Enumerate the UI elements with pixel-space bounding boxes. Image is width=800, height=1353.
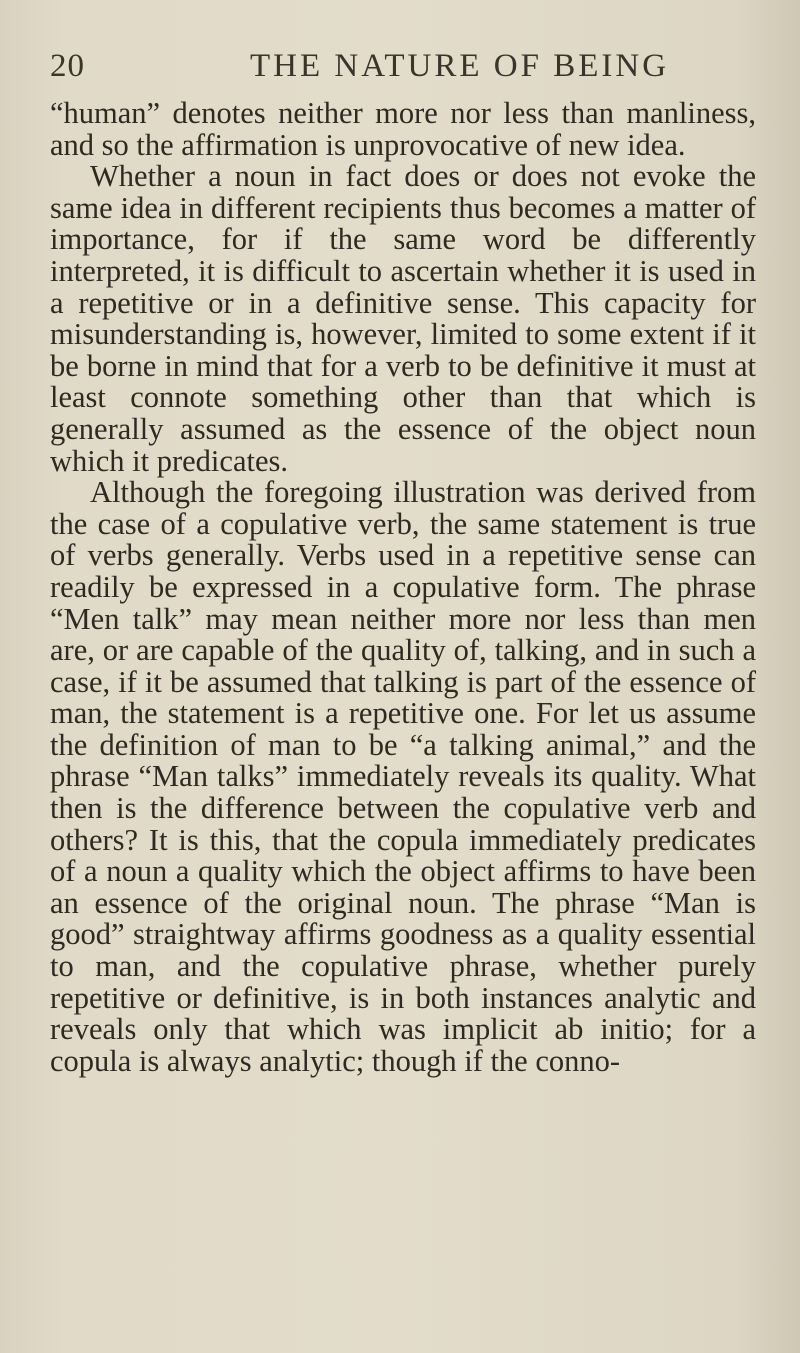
running-title: THE NATURE OF BEING (250, 48, 670, 84)
page-number: 20 (50, 48, 85, 84)
body-text (50, 98, 756, 1077)
paragraph: Although the foregoing illustration was derived from the case of a copulative verb, the same statement is true of verbs generally. Verbs used in a repetitive sense can readily be expressed in a copulative form. The phrase “Men talk” may mean neither more nor less than men are, or are capable of the quality of, talking, and in such a case, if it be assumed that talking is part of the essence of man, the statement is a repetitive one. For let us assume the definition of man to be “a talking animal,” and the phrase “Man talks” immediately reveals its quality. What then is the difference between the copulative verb and others? It is this, that the copula immediately predicates of a noun a quality which the object affirms to have been an essence of the original noun. The phrase “Man is good” straightway affirms goodness as a quality essential to man, and the copulative phrase, whether purely repetitive or definitive, is in both instances analytic and reveals only that which was implicit ab initio; for a copula is always analytic; though if the conno- (50, 475, 756, 1078)
running-head (50, 44, 770, 88)
paragraph-continued: “human” denotes neither more nor less than manliness, and so the affirmation is unprovocative of new idea. (50, 96, 756, 162)
paragraph: Whether a noun in fact does or does not evoke the same idea in different recipients thus becomes a matter of importance, for if the same word be differently interpreted, it is difficult to ascertain whether it is used in a repetitive or in a definitive sense. This capacity for misunderstanding is, however, limited to some extent if it be borne in mind that for a verb to be definitive it must at least connote something other than that which is generally assumed as the essence of the object noun which it predicates. (50, 159, 756, 478)
